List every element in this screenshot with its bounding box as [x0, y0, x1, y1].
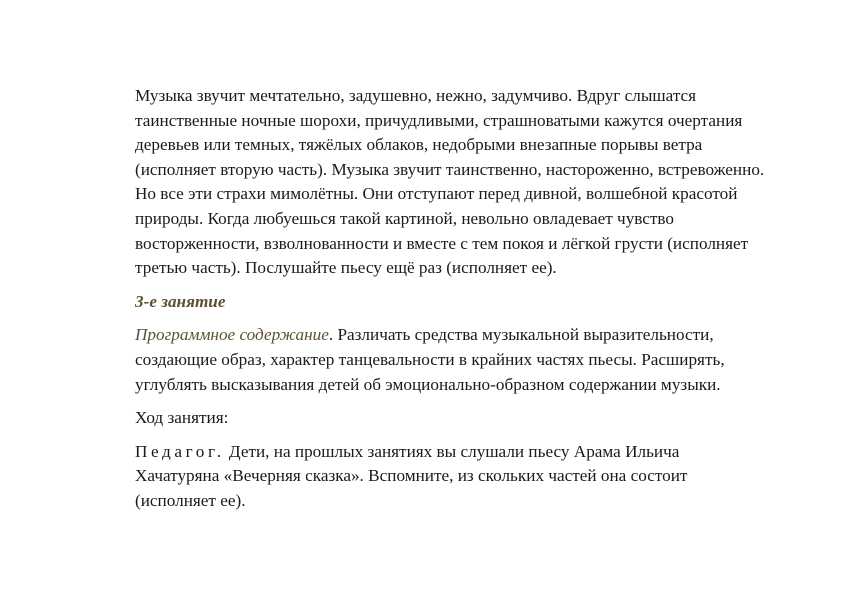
teacher-speaker: Педагог. — [135, 441, 225, 461]
program-text: . Различать средства музыкальной выразительности, создающие образ, характер танцевальности в крайних частях пьесы. Расширять, углублять высказывания детей об эмоционально-образном содержании музыки. — [135, 325, 725, 394]
teacher-speech: Дети, на прошлых занятиях вы слушали пьесу Арама Ильича Хачатуряна «Вечерняя сказка». Вспомните, из скольких частей она состоит (исполняет ее). — [135, 441, 688, 510]
program-paragraph — [135, 323, 765, 397]
lesson-course-heading: Ход занятия: — [135, 408, 229, 428]
teacher-paragraph — [135, 440, 765, 514]
document-body — [135, 84, 765, 514]
session-heading: 3-е занятие — [135, 291, 226, 311]
story-paragraph: Музыка звучит мечтательно, задушевно, нежно, задумчиво. Вдруг слышатся таинственные ночные шорохи, причудливыми, страшноватыми кажутся очертания деревьев или темных, тяжёлых облаков, недобрыми внезапные порывы ветра (исполняет вторую часть). Музыка звучит таинственно, настороженно, встревоженно. Но все эти страхи мимолётны. Они отступают перед дивной, волшебной красотой природы. Когда любуешься такой картиной, невольно овладевает чувство восторженности, взволнованности и вместе с тем покоя и лёгкой грусти (исполняет третью часть). Послушайте пьесу ещё раз (исполняет ее). — [135, 86, 765, 278]
program-label: Программное содержание — [135, 325, 329, 345]
